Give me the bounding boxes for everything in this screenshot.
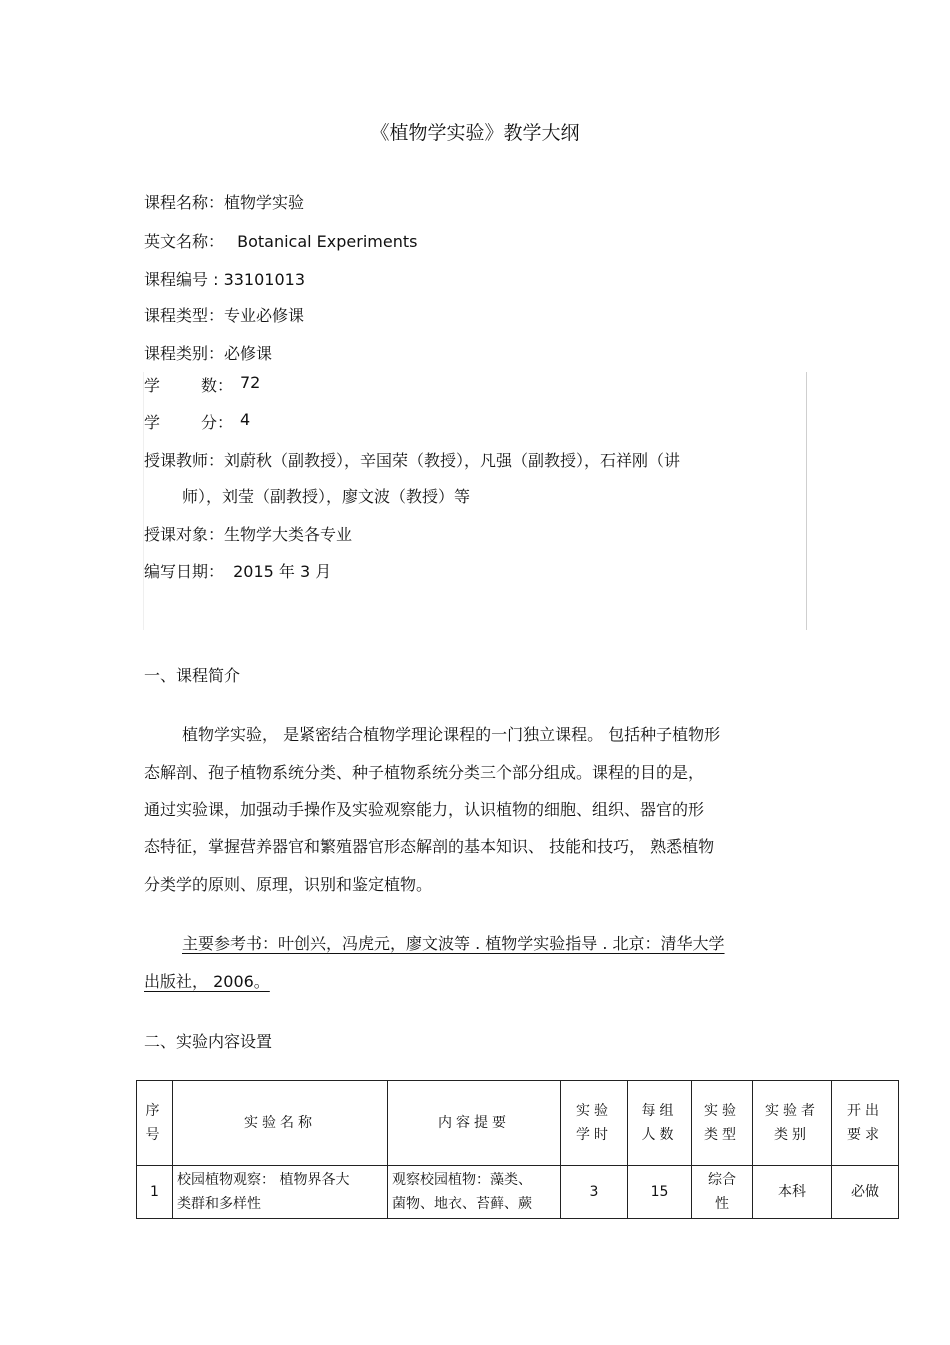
course-type: 课程类型：专业必修课 [144, 306, 305, 325]
info-box-right-border [806, 372, 807, 630]
audience: 授课对象：生物学大类各专业 [144, 525, 353, 544]
course-category: 课程类别：必修课 [144, 344, 273, 363]
cell-requirement: 必做 [832, 1166, 899, 1219]
date-value: 2015 年 3 月 [233, 562, 332, 581]
section1-heading: 一、课程简介 [144, 666, 241, 685]
teachers-line-1: 授课教师：刘蔚秋（副教授），辛国荣（教授），凡强（副教授），石祥刚（讲 [144, 451, 681, 470]
header-hours: 实验 学时 [561, 1081, 628, 1166]
document-title: 《植物学实验》教学大纲 [370, 122, 580, 144]
cell-group-size: 15 [628, 1166, 692, 1219]
english-name-row [144, 229, 417, 252]
intro-line-5: 分类学的原则、原理，识别和鉴定植物。 [144, 875, 433, 894]
intro-line-1: 植物学实验， 是紧密结合植物学理论课程的一门独立课程。 包括种子植物形 [182, 725, 721, 744]
date-label: 编写日期： [144, 562, 225, 581]
cell-hours: 3 [561, 1166, 628, 1219]
table-row [137, 1166, 899, 1219]
course-code: 课程编号 : 33101013 [144, 270, 306, 289]
header-experiment-name: 实验名称 [173, 1081, 388, 1166]
header-experiment-type: 实验 类型 [692, 1081, 753, 1166]
credits-row [144, 410, 251, 433]
reference-line-2: 出版社， 2006。 [144, 972, 270, 991]
english-name-value: Botanical Experiments [237, 232, 418, 251]
date-row [144, 559, 331, 582]
hours-label-a: 学 [144, 376, 161, 395]
english-name-label: 英文名称： [144, 232, 225, 251]
cell-content-summary: 观察校园植物：藻类、 菌物、地衣、苔藓、蕨 [388, 1166, 561, 1219]
credits-label-a: 学 [144, 413, 161, 432]
cell-experiment-type: 综合 性 [692, 1166, 753, 1219]
cell-student-type: 本科 [753, 1166, 832, 1219]
header-content-summary: 内容提要 [388, 1081, 561, 1166]
hours-value: 72 [240, 373, 261, 392]
header-requirement: 开出 要求 [832, 1081, 899, 1166]
header-student-type: 实验者 类别 [753, 1081, 832, 1166]
teachers-line-2: 师），刘莹（副教授），廖文波（教授）等 [182, 487, 471, 506]
hours-row [144, 373, 261, 396]
credits-label-b: 分： [201, 413, 234, 432]
intro-line-3: 通过实验课，加强动手操作及实验观察能力，认识植物的细胞、组织、器官的形 [144, 800, 705, 819]
table-header-row [137, 1081, 899, 1166]
reference-line-1: 主要参考书：叶创兴，冯虎元，廖文波等 . 植物学实验指导 . 北京：清华大学 [182, 934, 725, 953]
intro-line-2: 态解剖、孢子植物系统分类、种子植物系统分类三个部分组成。课程的目的是， [144, 763, 705, 782]
header-group-size: 每组 人数 [628, 1081, 692, 1166]
cell-experiment-name: 校园植物观察： 植物界各大 类群和多样性 [173, 1166, 388, 1219]
section2-heading: 二、实验内容设置 [144, 1032, 273, 1051]
hours-label-b: 数： [201, 376, 234, 395]
credits-value: 4 [240, 410, 251, 429]
experiment-table [136, 1080, 899, 1219]
cell-no: 1 [137, 1166, 173, 1219]
header-no: 序 号 [137, 1081, 173, 1166]
course-name: 课程名称：植物学实验 [144, 193, 305, 212]
intro-line-4: 态特征，掌握营养器官和繁殖器官形态解剖的基本知识、 技能和技巧， 熟悉植物 [144, 837, 715, 856]
